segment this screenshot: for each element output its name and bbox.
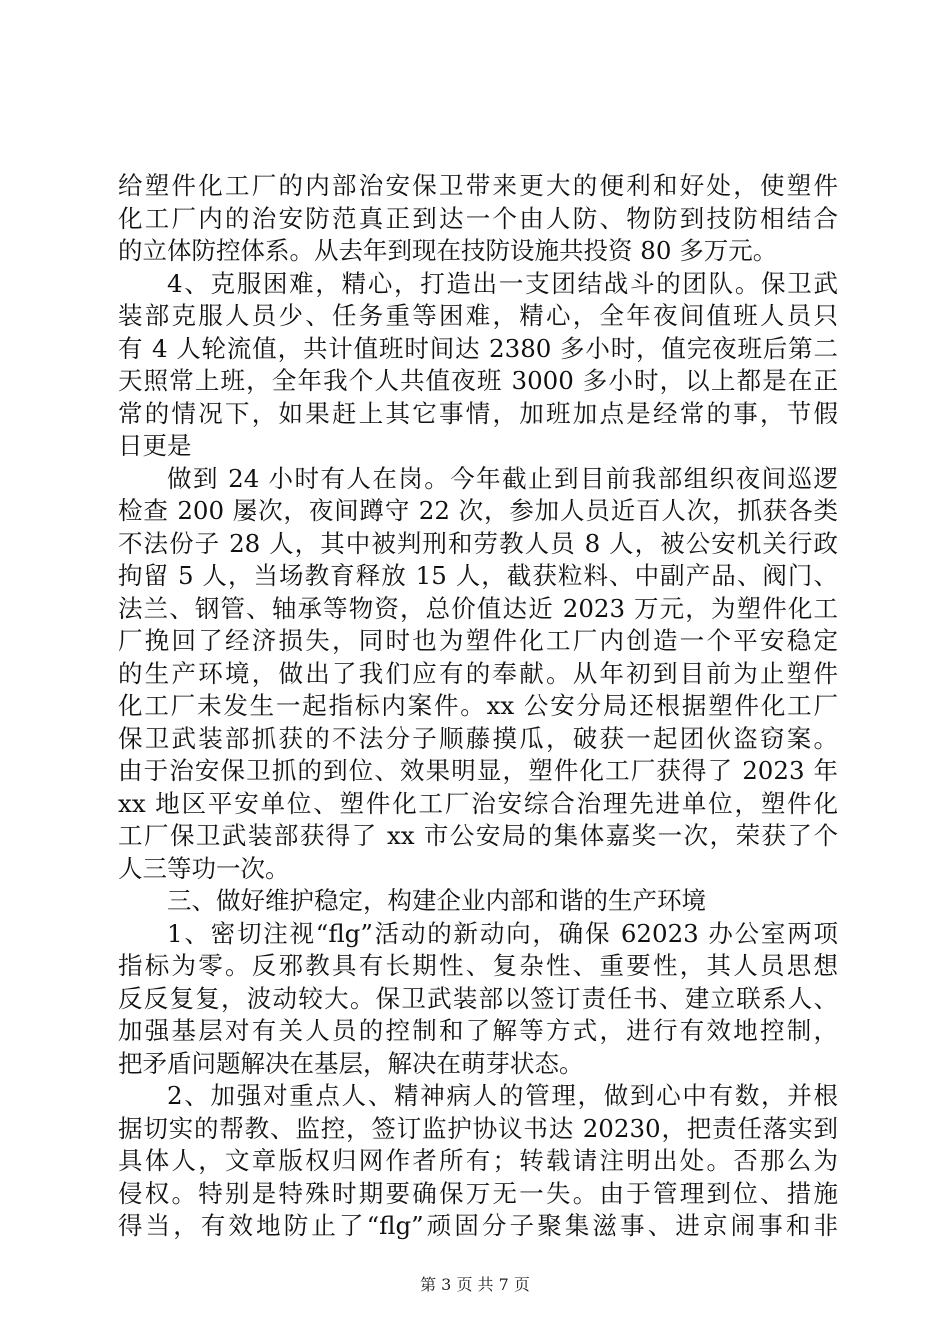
text-line: 侵权。特别是特殊时期要确保万无一失。由于管理到位、措施	[118, 1178, 838, 1208]
document-body	[118, 170, 838, 1243]
text-line: 具体人，文章版权归网作者所有；转载请注明出处。否那么为	[118, 1146, 838, 1175]
text-line: 化工厂内的治安防范真正到达一个由人防、物防到技防相结合	[118, 203, 838, 233]
text-line: 常的情况下，如果赶上其它事情，加班加点是经常的事，节假	[118, 398, 838, 428]
text-line: 厂挽回了经济损失，同时也为塑件化工厂内创造一个平安稳定	[118, 626, 838, 655]
text-line: xx 地区平安单位、塑件化工厂治安综合治理先进单位，塑件化	[118, 788, 838, 818]
page-footer: 第 3 页 共 7 页	[420, 1275, 530, 1294]
text-line: 化工厂未发生一起指标内案件。xx 公安分局还根据塑件化工厂	[118, 691, 838, 720]
text-line: 不法份子 28 人，其中被判刑和劳教人员 8 人，被公安机关行政	[118, 528, 838, 558]
text-line: 保卫武装部抓获的不法分子顺藤摸瓜，破获一起团伙盗窃案。	[118, 723, 838, 753]
text-line: 由于治安保卫抓的到位、效果明显，塑件化工厂获得了 2023 年	[118, 756, 838, 785]
text-line: 检查 200 屡次，夜间蹲守 22 次，参加人员近百人次，抓获各类	[118, 496, 838, 525]
text-line: 1、密切注视“flg”活动的新动向，确保 62023 办公室两项	[167, 918, 838, 948]
text-line: 拘留 5 人，当场教育释放 15 人，截获粒料、中副产品、阀门、	[118, 561, 838, 590]
text-line: 做到 24 小时有人在岗。今年截止到目前我部组织夜间巡逻	[167, 463, 838, 493]
text-line: 2、加强对重点人、精神病人的管理，做到心中有数，并根	[167, 1081, 838, 1110]
text-line: 工厂保卫武装部获得了 xx 市公安局的集体嘉奖一次，荣获了个	[118, 821, 838, 850]
text-line: 得当，有效地防止了“flg”顽固分子聚集滋事、进京闹事和非	[118, 1211, 838, 1240]
text-line: 的生产环境，做出了我们应有的奉献。从年初到目前为止塑件	[118, 658, 838, 688]
text-line: 据切实的帮教、监控，签订监护协议书达 20230，把责任落实到	[118, 1113, 838, 1143]
text-line: 给塑件化工厂的内部治安保卫带来更大的便利和好处，使塑件	[118, 171, 838, 200]
text-line: 日更是	[118, 431, 192, 460]
text-line: 天照常上班，全年我个人共值夜班 3000 多小时，以上都是在正	[118, 366, 838, 395]
text-line: 人三等功一次。	[118, 853, 290, 883]
text-line: 三、做好维护稳定，构建企业内部和谐的生产环境	[167, 886, 706, 915]
text-line: 装部克服人员少、任务重等困难，精心，全年夜间值班人员只	[118, 301, 838, 330]
text-line: 4、克服困难，精心，打造出一支团结战斗的团队。保卫武	[167, 268, 838, 298]
text-line: 法兰、钢管、轴承等物资，总价值达近 2023 万元，为塑件化工	[118, 593, 838, 623]
text-line: 指标为零。反邪教具有长期性、复杂性、重要性，其人员思想	[118, 951, 838, 980]
text-line: 有 4 人轮流值，共计值班时间达 2380 多小时，值完夜班后第二	[118, 333, 838, 363]
text-line: 加强基层对有关人员的控制和了解等方式，进行有效地控制，	[118, 1016, 838, 1045]
text-line: 把矛盾问题解决在基层，解决在萌芽状态。	[118, 1048, 584, 1078]
text-line: 反反复复，波动较大。保卫武装部以签订责任书、建立联系人、	[118, 983, 838, 1013]
text-line: 的立体防控体系。从去年到现在技防设施共投资 80 多万元。	[118, 236, 778, 265]
